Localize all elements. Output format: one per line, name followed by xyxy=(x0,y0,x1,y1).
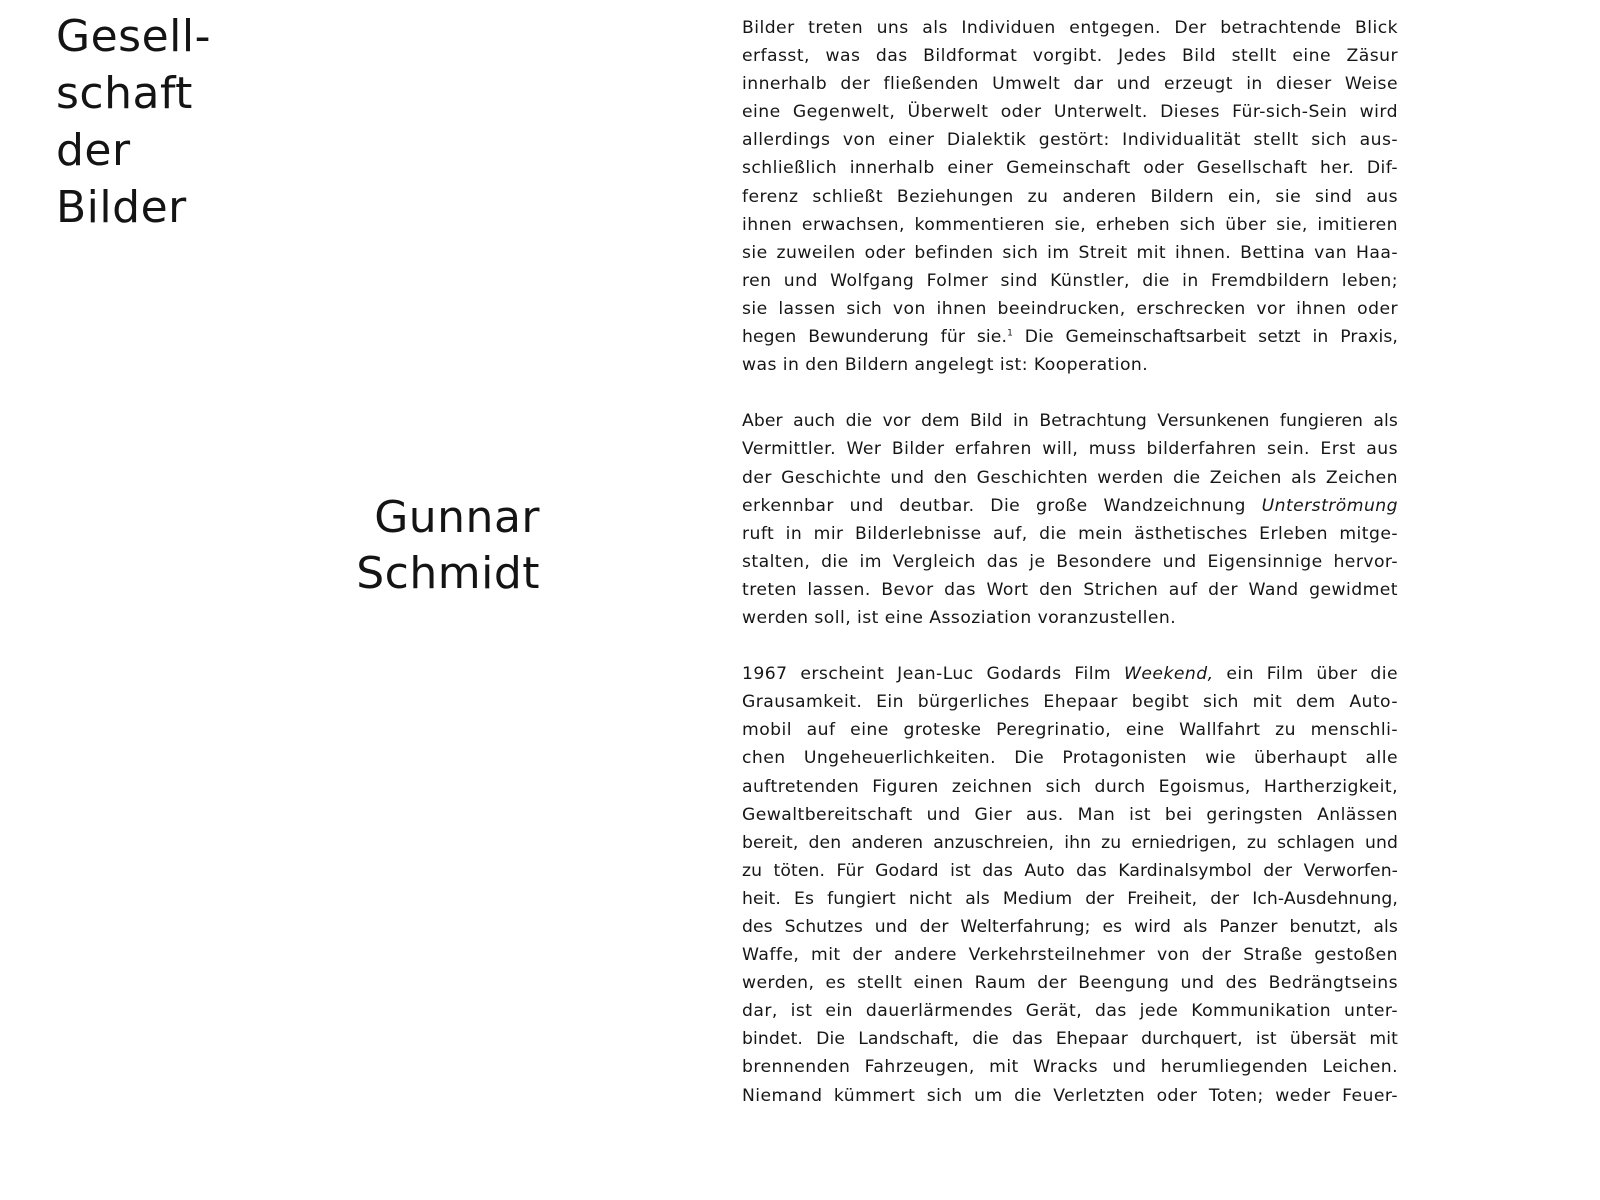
title-line: der xyxy=(56,125,131,176)
text-line: zu töten. Für Godard ist das Auto das Kardinalsymbol der Verworfen- xyxy=(742,860,1398,881)
paragraph-2 xyxy=(742,407,1398,632)
text-line: ruft in mir Bilderlebnisse auf, die mein ästhetisches Erleben mitge- xyxy=(742,523,1398,544)
text-line: bereit, den anderen anzuschreien, ihn zu erniedrigen, zu schlagen und xyxy=(742,832,1398,853)
text-line: brennenden Fahrzeugen, mit Wracks und herumliegenden Leichen. xyxy=(742,1057,1398,1078)
text-line: dar, ist ein dauerlärmendes Gerät, das jede Kommunikation unter- xyxy=(742,1001,1398,1022)
text-line-with-footnote xyxy=(742,323,1398,351)
footnote-marker[interactable]: 1 xyxy=(1007,328,1013,339)
text-segment: ein Film über die xyxy=(1213,664,1399,685)
text-line: Vermittler. Wer Bilder erfahren will, muss bilderfahren sein. Erst aus xyxy=(742,439,1398,460)
text-line: ihnen erwachsen, kommentieren sie, erheben sich über sie, imitieren xyxy=(742,214,1398,235)
text-line: werden soll, ist eine Assoziation voranzustellen. xyxy=(742,607,1177,628)
text-line: erfasst, was das Bildformat vorgibt. Jedes Bild stellt eine Zäsur xyxy=(742,46,1398,67)
title-line: Gesell- xyxy=(56,11,211,62)
title-line: Bilder xyxy=(56,182,187,233)
text-line: allerdings von einer Dialektik gestört: Individualität stellt sich aus- xyxy=(742,130,1398,151)
author-name xyxy=(356,490,540,602)
text-line: heit. Es fungiert nicht als Medium der Freiheit, der Ich-Ausdehnung, xyxy=(742,888,1398,909)
author-line: Gunnar xyxy=(374,492,540,543)
body-text xyxy=(742,14,1398,1138)
text-line: Gewaltbereitschaft und Gier aus. Man ist bei geringsten Anlässen xyxy=(742,804,1398,825)
text-line-with-italic xyxy=(742,492,1398,520)
text-segment: 1967 erscheint Jean-Luc Godards Film xyxy=(742,664,1124,685)
text-line-with-italic xyxy=(742,660,1398,688)
author-line: Schmidt xyxy=(356,548,540,599)
text-line: werden, es stellt einen Raum der Beengung und des Bedrängtseins xyxy=(742,973,1398,994)
page-title xyxy=(56,8,211,236)
paragraph-1 xyxy=(742,14,1398,379)
text-segment: Die Gemeinschaftsarbeit setzt in Praxis, xyxy=(1012,327,1398,348)
text-line: schließlich innerhalb einer Gemeinschaft oder Gesellschaft her. Dif- xyxy=(742,158,1398,179)
text-line: sie lassen sich von ihnen beeindrucken, erschrecken vor ihnen oder xyxy=(742,298,1398,319)
text-line: der Geschichte und den Geschichten werden die Zeichen als Zeichen xyxy=(742,467,1398,488)
text-line: mobil auf eine groteske Peregrinatio, eine Wallfahrt zu menschli- xyxy=(742,720,1398,741)
text-segment: hegen Bewunderung für sie. xyxy=(742,327,1008,348)
text-line: Aber auch die vor dem Bild in Betrachtung Versunkenen fungieren als xyxy=(742,411,1398,432)
text-line: chen Ungeheuerlichkeiten. Die Protagonisten wie überhaupt alle xyxy=(742,748,1398,769)
text-line: Bilder treten uns als Individuen entgegen. Der betrachtende Blick xyxy=(742,18,1398,38)
text-segment: erkennbar und deutbar. Die große Wandzeichnung xyxy=(742,495,1262,516)
text-line: stalten, die im Vergleich das je Besondere und Eigensinnige hervor- xyxy=(742,551,1398,572)
text-line: eine Gegenwelt, Überwelt oder Unterwelt. Dieses Für-sich-Sein wird xyxy=(742,102,1398,123)
paragraph-3 xyxy=(742,660,1398,1110)
text-line: Niemand kümmert sich um die Verletzten oder Toten; weder Feuer- xyxy=(742,1085,1398,1106)
text-line: innerhalb der fließenden Umwelt dar und erzeugt in dieser Weise xyxy=(742,74,1398,95)
title-line: schaft xyxy=(56,68,193,119)
text-line: bindet. Die Landschaft, die das Ehepaar durchquert, ist übersät mit xyxy=(742,1029,1398,1050)
text-line: sie zuweilen oder befinden sich im Streit mit ihnen. Bettina van Haa- xyxy=(742,242,1398,263)
text-line: ren und Wolfgang Folmer sind Künstler, die in Fremdbildern leben; xyxy=(742,270,1398,291)
text-line: auftretenden Figuren zeichnen sich durch Egoismus, Hartherzigkeit, xyxy=(742,776,1398,797)
text-line: des Schutzes und der Welterfahrung; es wird als Panzer benutzt, als xyxy=(742,917,1398,937)
text-line: Waffe, mit der andere Verkehrsteilnehmer von der Straße gestoßen xyxy=(742,945,1398,966)
text-line: was in den Bildern angelegt ist: Kooperation. xyxy=(742,355,1149,376)
text-line: ferenz schließt Beziehungen zu anderen Bildern ein, sie sind aus xyxy=(742,186,1398,207)
film-title: Weekend, xyxy=(1123,664,1214,685)
text-line: treten lassen. Bevor das Wort den Strichen auf der Wand gewidmet xyxy=(742,579,1398,600)
artwork-title: Unterströmung xyxy=(1261,495,1398,516)
text-line: Grausamkeit. Ein bürgerliches Ehepaar begibt sich mit dem Auto- xyxy=(742,692,1398,713)
